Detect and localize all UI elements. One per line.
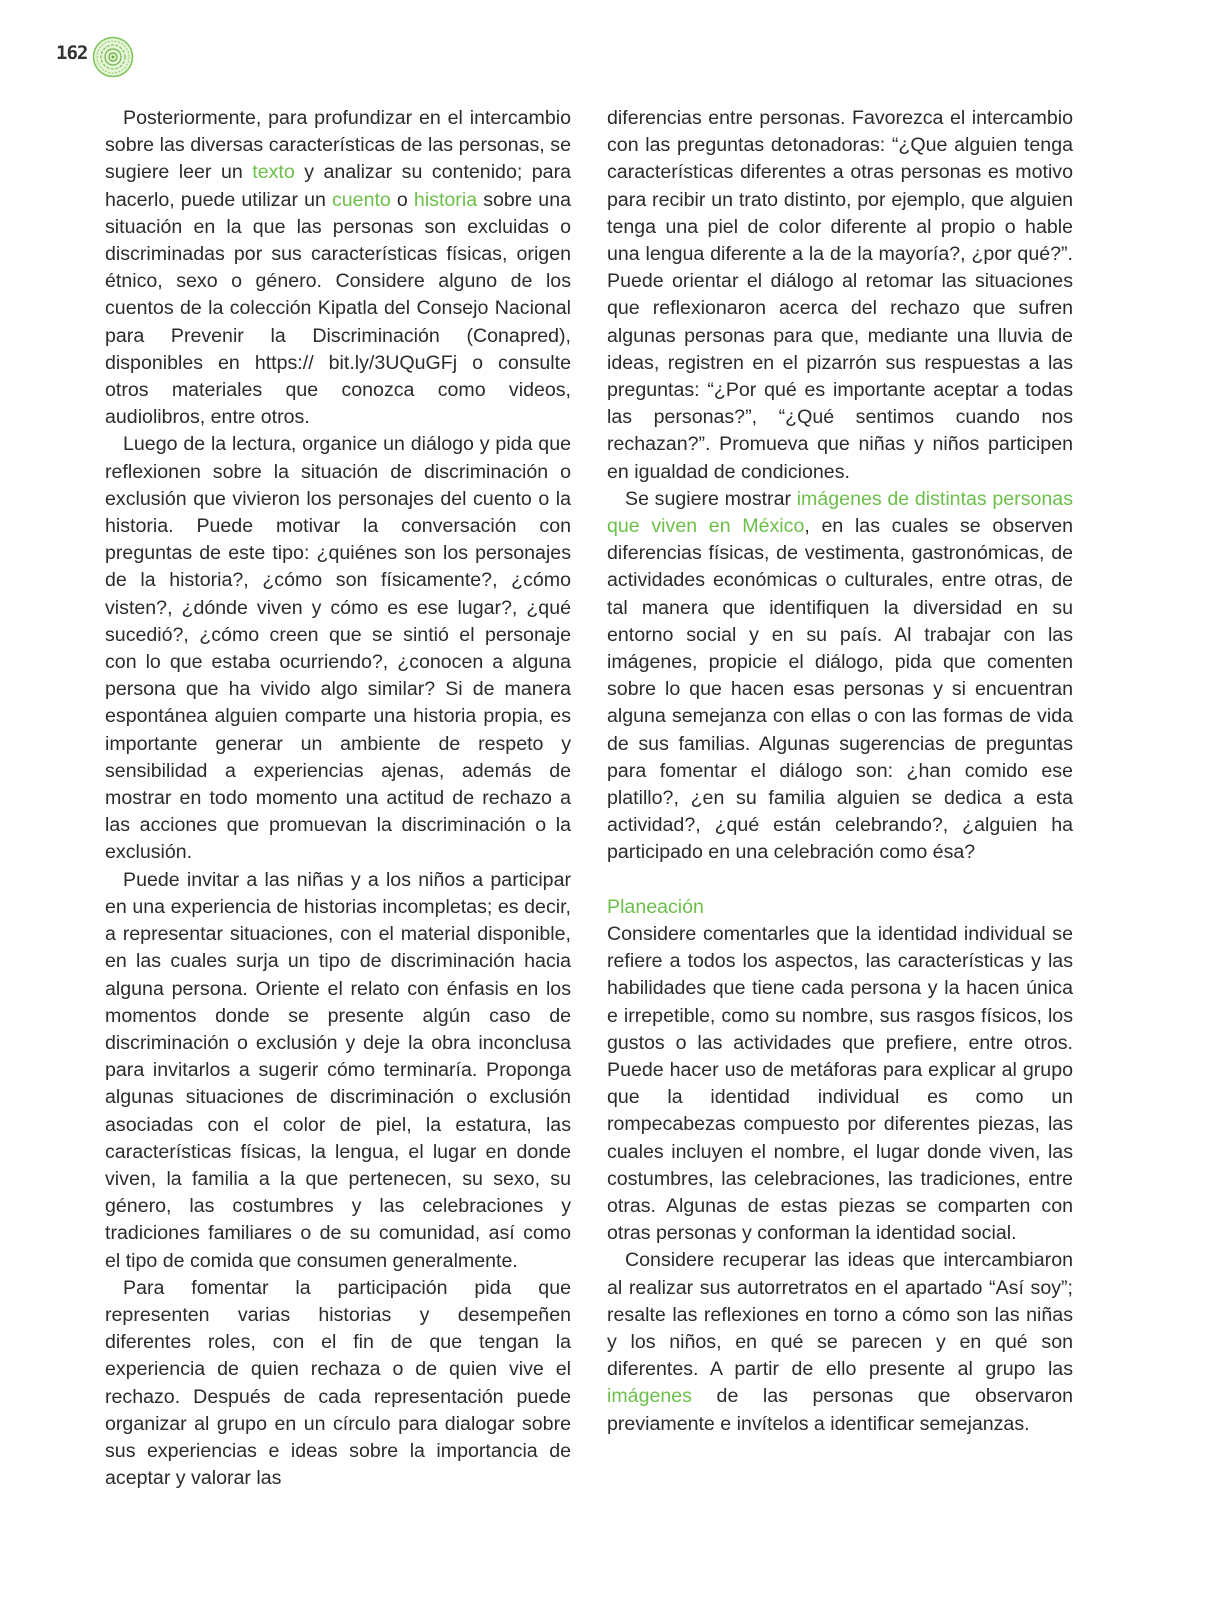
left-paragraph-1: Posteriormente, para profundizar en el intercambio sobre las diversas características de las personas, se sugiere leer un texto y analizar su contenido; para hacerlo, puede utilizar un cuento o historia sobre una situación en la que las personas son excluidas o discriminadas por sus características físicas, origen étnico, sexo o género. Considere alguno de los cuentos de la colección Kipatla del Consejo Nacional para Prevenir la Discriminación (Conapred), disponibles en https:// bit.ly/3UQuGFj o consulte otros materiales que conozca como videos, audiolibros, entre otros. <box>105 107 571 429</box>
link-historia[interactable]: historia <box>413 188 478 211</box>
link-imagenes-personas-mexico[interactable]: imágenes de distintas personas que viven en México <box>607 487 1073 538</box>
right-paragraph-2: Se sugiere mostrar imágenes de distintas personas que viven en México, en las cuales se observen diferencias físicas, de vestimenta, gastronómicas, de actividades económicas o culturales, entre otras, de tal manera que identifiquen la diversidad en su entorno social y en su país. Al trabajar con las imágenes, propicie el diálogo, pida que comenten sobre lo que hacen esas personas y si encuentran alguna semejanza con ellas o con las formas de vida de sus familias. Algunas sugerencias de preguntas para fomentar el diálogo son: ¿han comido ese platillo?, ¿en su familia alguien se dedica a esta actividad?, ¿qué están celebrando?, ¿alguien ha participado en una celebración como ésa? <box>607 487 1073 864</box>
left-paragraph-2: Luego de la lectura, organice un diálogo y pida que reflexionen sobre la situación de discriminación o exclusión que vivieron los personajes del cuento o la historia. Puede motivar la conversación con preguntas de este tipo: ¿quiénes son los personajes de la historia?, ¿cómo son físicamente?, ¿cómo visten?, ¿dónde viven y cómo es ese lugar?, ¿qué sucedió?, ¿cómo creen que se sintió el personaje con lo que estaba ocurriendo?, ¿conocen a alguna persona que ha vivido algo similar? Si de manera espontánea alguien comparte una historia propia, es importante generar un ambiente de respeto y sensibilidad a experiencias ajenas, además de mostrar en todo momento una actitud de rechazo a las acciones que promuevan la discriminación o la exclusión. <box>105 433 571 864</box>
left-paragraph-3: Puede invitar a las niñas y a los niños a participar en una experiencia de historias incompletas; es decir, a representar situaciones, con el material disponible, en las cuales surja un tipo de discriminación hacia alguna persona. Oriente el relato con énfasis en los momentos donde se presente algún caso de discriminación o exclusión y deje la obra inconclusa para invitarlos a sugerir cómo terminaría. Proponga algunas situaciones de discriminación o exclusión asociadas con el color de piel, la estatura, las características físicas, la lengua, el lugar en donde viven, la familia a la que pertenecen, su sexo, su género, las costumbres y las celebraciones y tradiciones familiares o de su comunidad, así como el tipo de comida que consumen generalmente. <box>105 868 571 1272</box>
green-spiral-rosette-icon <box>92 36 134 78</box>
left-column <box>105 105 571 1492</box>
section-heading-planeacion: Planeación <box>607 895 704 918</box>
right-paragraph-3: Considere comentarles que la identidad individual se refiere a todos los aspectos, las características y las habilidades que tiene cada persona y la hacen única e irrepetible, como su nombre, sus rasgos físicos, los gustos o las actividades que prefiere, entre otros. Puede hacer uso de metáforas para explicar al grupo que la identidad individual es como un rompecabezas compuesto por diferentes piezas, las cuales incluyen el nombre, el lugar donde viven, las costumbres, las celebraciones, las tradiciones, entre otras. Algunas de estas piezas se comparten con otras personas y conforman la identidad social. <box>607 922 1073 1245</box>
left-paragraph-4: Para fomentar la participación pida que representen varias historias y desempeñen diferentes roles, con el fin de que tengan la experiencia de quien rechaza o de quien vive el rechazo. Después de cada representación puede organizar al grupo en un círculo para dialogar sobre sus experiencias e ideas sobre la importancia de aceptar y valorar las <box>105 1276 571 1490</box>
link-imagenes[interactable]: imágenes <box>607 1385 692 1408</box>
link-texto[interactable]: texto <box>252 161 295 184</box>
right-paragraph-4: Considere recuperar las ideas que intercambiaron al realizar sus autorretratos en el apartado “Así soy”; resalte las reflexiones en torno a cómo son las niñas y los niños, en qué se parecen y en qué son diferentes. A partir de ello presente al grupo las imágenes de las personas que observaron previamente e invítelos a identificar semejanzas. <box>607 1249 1073 1435</box>
right-column <box>607 105 1073 1438</box>
right-paragraph-1: diferencias entre personas. Favorezca el intercambio con las preguntas detonadoras: “¿Que alguien tenga características diferentes a otras personas es motivo para recibir un trato distinto, por ejemplo, que alguien tenga una piel de color diferente al propio o hable una lengua diferente a la de la mayoría?, ¿por qué?”. Puede orientar el diálogo al retomar las situaciones que reflexionaron acerca del rechazo que sufren algunas personas para que, mediante una lluvia de ideas, registren en el pizarrón sus respuestas a las preguntas: “¿Por qué es importante aceptar a todas las personas?”, “¿Qué sentimos cuando nos rechazan?”. Promueva que niñas y niños participen en igualdad de condiciones. <box>607 107 1073 483</box>
link-cuento[interactable]: cuento <box>331 188 391 211</box>
page-number: 162 <box>56 42 88 64</box>
